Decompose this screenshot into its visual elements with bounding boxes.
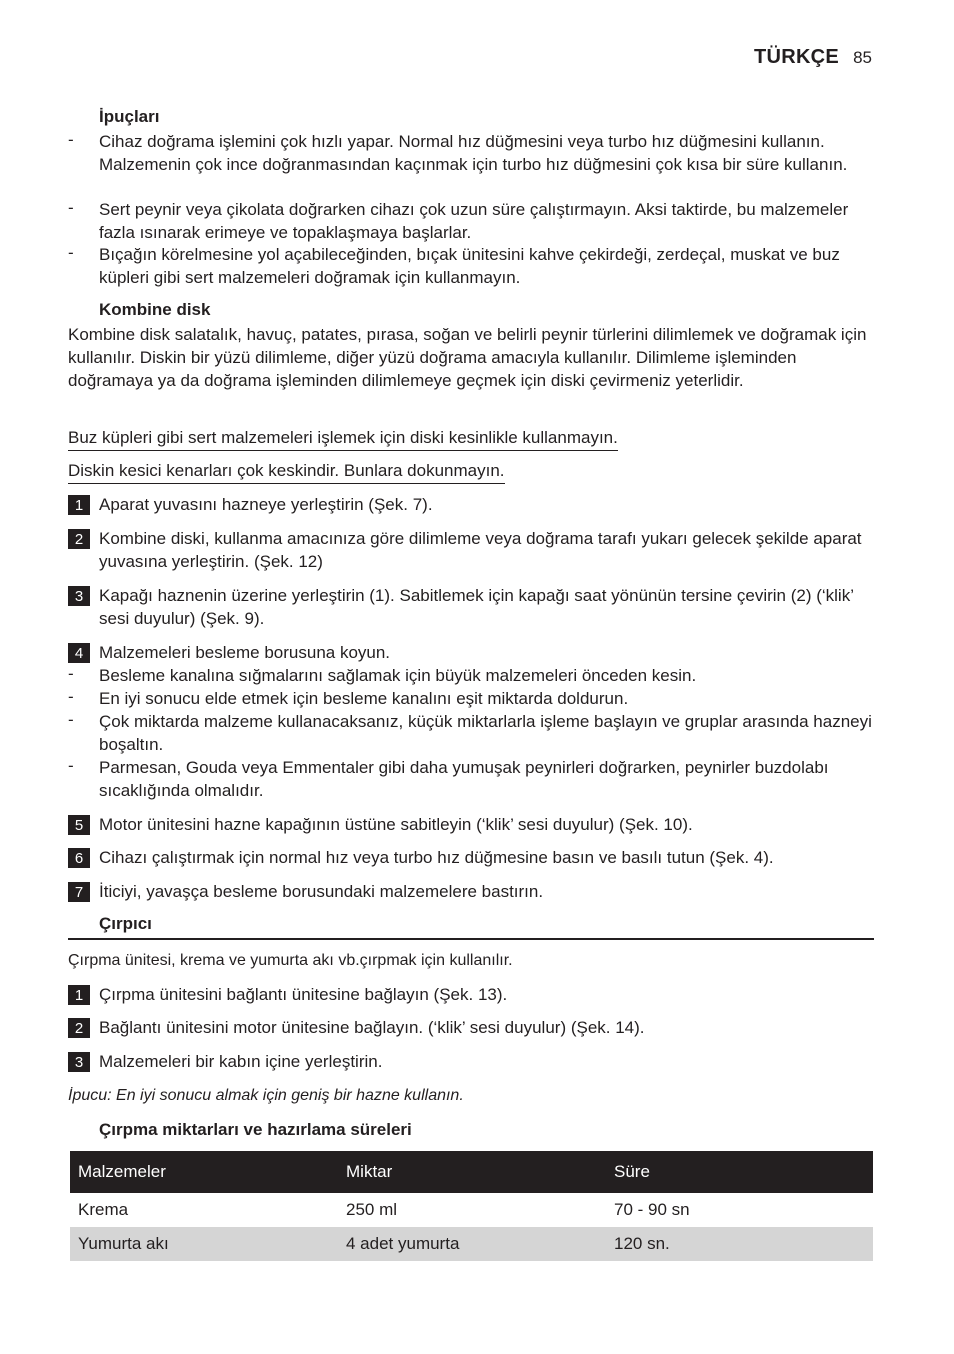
- step-number: 3: [68, 586, 90, 606]
- table-header-cell: Miktar: [338, 1151, 606, 1193]
- section-divider: [68, 938, 874, 940]
- step-number: 1: [68, 985, 90, 1005]
- list-dash: -: [68, 243, 74, 262]
- table-header-cell: Malzemeler: [70, 1151, 338, 1193]
- table-cell: 4 adet yumurta: [338, 1227, 606, 1261]
- step-number: 7: [68, 882, 90, 902]
- whisk-table: [70, 1151, 873, 1261]
- step-text: Motor ünitesini hazne kapağının üstüne sabitleyin (‘klik’ sesi duyulur) (Şek. 10).: [99, 815, 693, 834]
- step-number: 2: [68, 1018, 90, 1038]
- step-number: 4: [68, 643, 90, 663]
- whisk-tip: İpucu: En iyi sonucu almak için geniş bir hazne kullanın.: [68, 1087, 464, 1104]
- table-cell: Yumurta akı: [70, 1227, 338, 1261]
- language-label: TÜRKÇE: [753, 46, 840, 68]
- list-dash: -: [68, 710, 74, 729]
- page-header: [754, 46, 872, 69]
- table-header-row: [70, 1151, 873, 1193]
- whisk-intro: Çırpma ünitesi, krema ve yumurta akı vb.çırpmak için kullanılır.: [68, 952, 513, 969]
- table-row: [70, 1227, 873, 1261]
- table-cell: 70 - 90 sn: [614, 1200, 690, 1219]
- table-row: [70, 1193, 873, 1227]
- step-number: 1: [68, 495, 90, 515]
- list-dash: -: [68, 756, 74, 775]
- tip-item: Cihaz doğrama işlemini çok hızlı yapar. Normal hız düğmesini veya turbo hız düğmesini kullanın. Malzemenin çok ince doğranmasından kaçınmak için turbo hız düğmesini çok kısa bir süre kullanın.: [99, 132, 848, 174]
- step-text: İticiyi, yavaşça besleme borusundaki malzemelere bastırın.: [99, 882, 544, 901]
- step-text: Malzemeleri bir kabın içine yerleştirin.: [99, 1052, 383, 1071]
- combi-intro: Kombine disk salatalık, havuç, patates, pırasa, soğan ve belirli peynir türlerini dilimlemek ve doğramak için kullanılır. Diskin bir yüzü dilimleme, diğer yüzü doğrama amacıyla kullanılır. Dilimleme işleminden doğramaya ya da doğrama işleminden dilimlemeye geçmek için diski çevirmeniz yeterlidir.: [68, 325, 867, 390]
- step-text: Çırpma ünitesini bağlantı ünitesine bağlayın (Şek. 13).: [99, 985, 508, 1004]
- sub-item: Parmesan, Gouda veya Emmentaler gibi daha yumuşak peynirleri doğrarken, peynirler buzdolabı sıcaklığında olmalıdır.: [99, 758, 829, 800]
- step-text: Kapağı haznenin üzerine yerleştirin (1). Sabitlemek için kapağı saat yönünün tersine çevirin (2) (‘klik’ sesi duyulur) (Şek. 9).: [99, 586, 854, 628]
- list-dash: -: [68, 687, 74, 706]
- list-dash: -: [68, 664, 74, 683]
- list-dash: -: [68, 198, 74, 217]
- step-text: Kombine diski, kullanma amacınıza göre dilimleme veya doğrama tarafı yukarı gelecek şekilde aparat yuvasına yerleştirin. (Şek. 12): [99, 529, 862, 571]
- tips-title: İpuçları: [99, 107, 160, 126]
- table-cell: Krema: [78, 1200, 129, 1219]
- step-number: 5: [68, 815, 90, 835]
- sub-item: En iyi sonucu elde etmek için besleme kanalını eşit miktarda doldurun.: [99, 689, 629, 708]
- table-title: Çırpma miktarları ve hazırlama süreleri: [99, 1120, 412, 1139]
- step-number: 6: [68, 848, 90, 868]
- sub-item: Çok miktarda malzeme kullanacaksanız, küçük miktarlarla işleme başlayın ve gruplar arasında hazneyi boşaltın.: [99, 712, 872, 754]
- tip-item: Sert peynir veya çikolata doğrarken cihazı çok uzun süre çalıştırmayın. Aksi taktirde, bu malzemeler fazla ısınarak erimeye ve topaklaşmaya başlarlar.: [99, 200, 849, 242]
- list-dash: -: [68, 130, 74, 149]
- warning-text: Buz küpleri gibi sert malzemeleri işlemek için diski kesinlikle kullanmayın.: [68, 426, 618, 451]
- combi-title: Kombine disk: [99, 300, 211, 319]
- step-number: 2: [68, 529, 90, 549]
- step-text: Cihazı çalıştırmak için normal hız veya turbo hız düğmesine basın ve basılı tutun (Şek. 4).: [99, 848, 774, 867]
- sub-item: Besleme kanalına sığmalarını sağlamak için büyük malzemeleri önceden kesin.: [99, 666, 697, 685]
- step-text: Aparat yuvasını hazneye yerleştirin (Şek. 7).: [99, 495, 433, 514]
- table-header-cell: Süre: [606, 1151, 873, 1193]
- tip-item: Bıçağın körelmesine yol açabileceğinden, bıçak ünitesini kahve çekirdeği, zerdeçal, muskat ve buz küpleri gibi sert malzemeleri doğramak için kullanmayın.: [99, 245, 840, 287]
- warning-text: Diskin kesici kenarları çok keskindir. Bunlara dokunmayın.: [68, 459, 505, 484]
- table-cell: 250 ml: [346, 1200, 398, 1219]
- page-number: 85: [853, 48, 872, 67]
- table-cell: 120 sn.: [606, 1227, 873, 1261]
- step-text: Malzemeleri besleme borusuna koyun.: [99, 643, 391, 662]
- step-number: 3: [68, 1052, 90, 1072]
- whisk-title: Çırpıcı: [99, 914, 152, 933]
- step-text: Bağlantı ünitesini motor ünitesine bağlayın. (‘klik’ sesi duyulur) (Şek. 14).: [99, 1018, 645, 1037]
